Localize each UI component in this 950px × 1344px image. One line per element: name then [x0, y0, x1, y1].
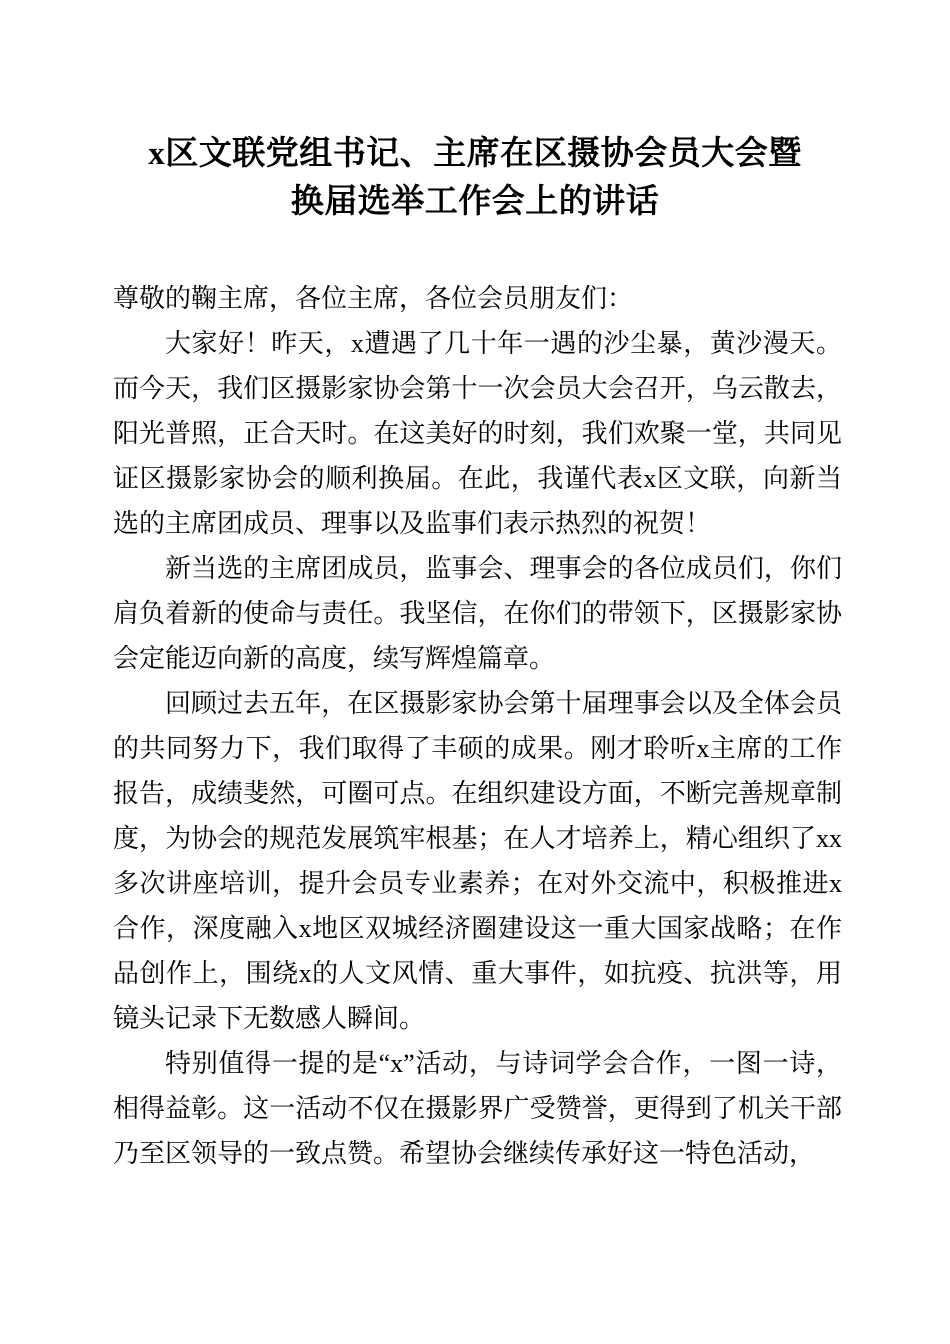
paragraph-five-year-review: 回顾过去五年，在区摄影家协会第十届理事会以及全体会员的共同努力下，我们取得了丰硕的成果。刚才聆听x主席的工作报告，成绩斐然，可圈可点。在组织建设方面，不断完善规章制度，为协会的规范发展筑牢根基；在人才培养上，精心组织了xx多次讲座培训，提升会员专业素养；在对外交流中，积极推进x合作，深度融入x地区双城经济圈建设这一重大国家战略；在作品创作上，围绕x的人文风情、重大事件，如抗疫、抗洪等，用镜头记录下无数感人瞬间。 [113, 689, 842, 1033]
paragraph-salutation: 尊敬的鞠主席，各位主席，各位会员朋友们： [113, 284, 634, 313]
paragraph-special-activity: 特别值得一提的是“x”活动，与诗词学会合作，一图一诗，相得益彰。这一活动不仅在摄影界广受赞誉，更得到了机关干部乃至区领导的一致点赞。希望协会继续传承好这一特色活动， [113, 1049, 842, 1168]
document-body [113, 276, 842, 1176]
document-title-line-2: 换届选举工作会上的讲话 [290, 184, 660, 220]
paragraph-greeting-congratulations: 大家好！昨天，x遭遇了几十年一遇的沙尘暴，黄沙漫天。而今天，我们区摄影家协会第十一次会员大会召开，乌云散去，阳光普照，正合天时。在这美好的时刻，我们欢聚一堂，共同见证区摄影家协会的顺利换届。在此，我谨代表x区文联，向新当选的主席团成员、理事以及监事们表示热烈的祝贺！ [113, 329, 842, 538]
document-title [80, 130, 870, 226]
paragraph-new-leadership: 新当选的主席团成员，监事会、理事会的各位成员们，你们肩负着新的使命与责任。我坚信，在你们的带领下，区摄影家协会定能迈向新的高度，续写辉煌篇章。 [113, 554, 842, 673]
document-title-line-1: x区文联党组书记、主席在区摄协会员大会暨 [148, 136, 802, 172]
